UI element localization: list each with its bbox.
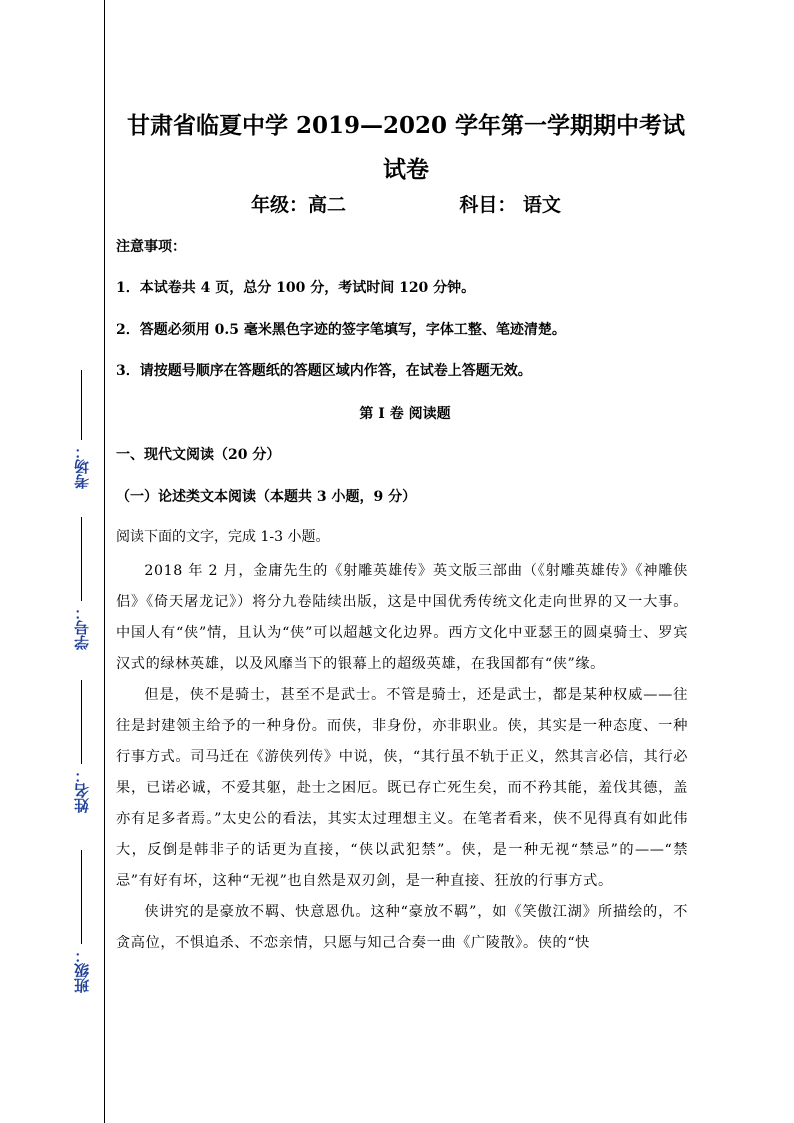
name-line [81, 680, 82, 764]
class-field[interactable] [66, 850, 96, 993]
name-field[interactable] [66, 680, 96, 813]
student-id-field[interactable] [66, 517, 96, 650]
subject-label: 科目： 语文 [459, 194, 561, 216]
passage [116, 556, 688, 959]
student-id-line [81, 517, 82, 601]
notice-item-3: 3．请按题号顺序在答题纸的答题区域内作答，在试卷上答题无效。 [116, 363, 532, 379]
notice-heading: 注意事项： [116, 239, 186, 255]
notice-item-2: 2．答题必须用 0.5 毫米黑色字迹的签字笔填写，字体工整、笔迹清楚。 [116, 322, 566, 338]
part-title: 第 I 卷 阅读题 [359, 406, 451, 422]
exam-meta [116, 190, 696, 217]
reading-instruction: 阅读下面的文字，完成 1-3 小题。 [116, 529, 330, 545]
passage-paragraph-1: 2018 年 2 月，金庸先生的《射雕英雄传》英文版三部曲（《射雕英雄传》《神雕侠侣》《倚天屠龙记》）将分九卷陆续出版，这是中国优秀传统文化走向世界的又一大事。中国人有“侠”情，且认为“侠”可以超越文化边界。西方文化中亚瑟王的圆桌骑士、罗宾汉式的绿林英雄，以及风靡当下的银幕上的超级英雄，在我国都有“侠”缘。 [116, 563, 688, 672]
exam-room-label: 考场： [72, 444, 91, 489]
class-line [81, 850, 82, 944]
grade-label: 年级：高二 [251, 194, 347, 216]
exam-room-field[interactable] [66, 370, 96, 489]
section-heading: 一、现代文阅读（20 分） [116, 447, 281, 463]
binding-line [104, 0, 105, 1123]
passage-paragraph-2: 但是，侠不是骑士，甚至不是武士。不管是骑士，还是武士，都是某种权威——往往是封建领主给予的一种身份。而侠，非身份，亦非职业。侠，其实是一种态度、一种行事方式。司马迁在《游侠列传》中说，侠，“其行虽不轨于正义，然其言必信，其行必果，已诺必诚，不爱其躯，赴士之困厄。既已存亡死生矣，而不矜其能，羞伐其德，盖亦有足多者焉。”太史公的看法，其实太过理想主义。在笔者看来，侠不见得真有如此伟大，反倒是韩非子的话更为直接，“侠以武犯禁”。侠，是一种无视“禁忌”的——“禁忌”有好有坏，这种“无视”也自然是双刃剑，是一种直接、狂放的行事方式。 [116, 687, 688, 889]
subsection-heading: （一）论述类文本阅读（本题共 3 小题，9 分） [116, 489, 417, 505]
exam-room-line [81, 370, 82, 440]
passage-paragraph-3: 侠讲究的是豪放不羁、快意恩仇。这种“豪放不羁”，如《笑傲江湖》所描绘的，不贪高位，不惧追杀、不恋亲情，只愿与知己合奏一曲《广陵散》。侠的“快 [116, 904, 688, 951]
notice-item-1: 1．本试卷共 4 页，总分 100 分，考试时间 120 分钟。 [116, 280, 476, 296]
name-label: 姓名： [72, 768, 91, 813]
student-id-label: 学号： [72, 605, 91, 650]
class-label: 班级： [72, 948, 91, 993]
page-title: 甘肃省临夏中学 2019—2020 学年第一学期期中考试试卷 [126, 112, 686, 183]
